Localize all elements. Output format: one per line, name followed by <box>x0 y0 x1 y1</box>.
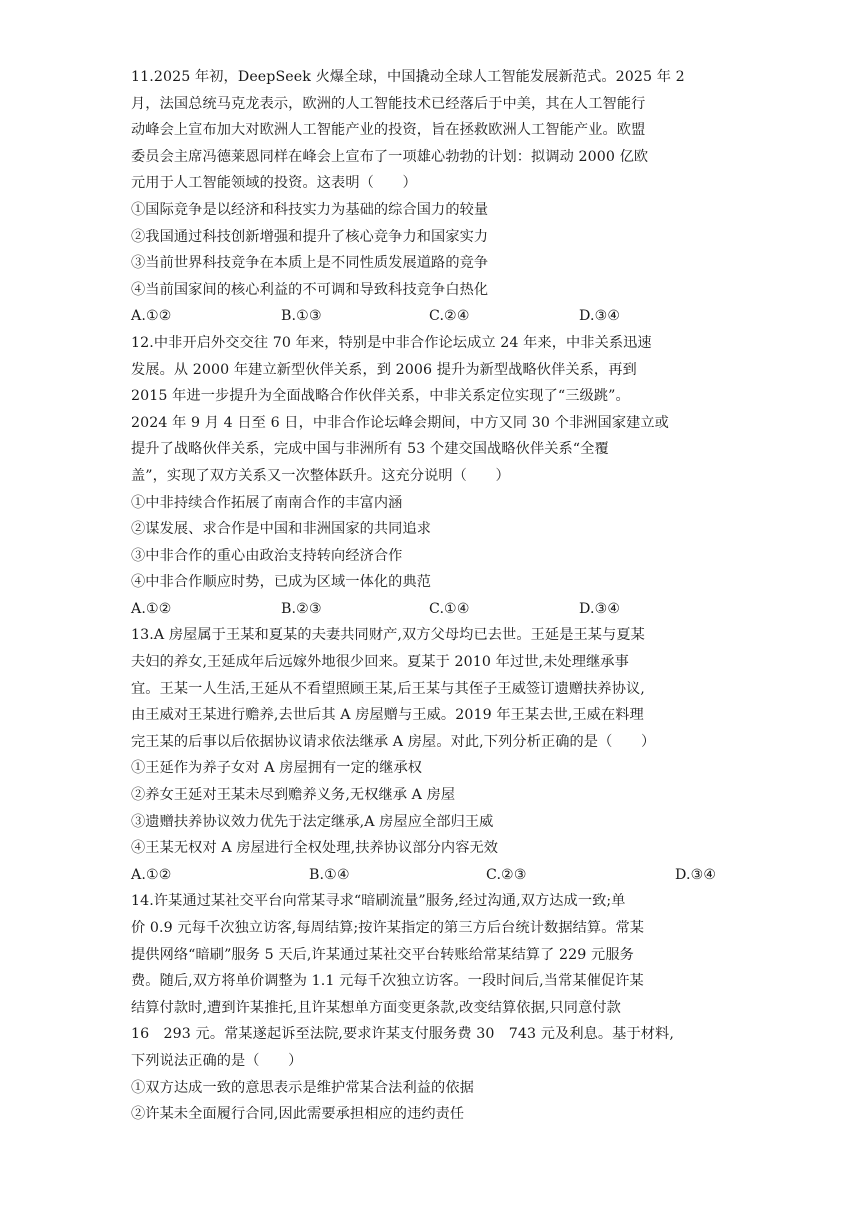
question-stem-line: 完王某的后事以后依据协议请求依法继承 A 房屋。对此,下列分析正确的是（ ） <box>131 733 656 750</box>
choice-b: B.①③ <box>281 308 322 325</box>
question-stem-line: 发展。从 2000 年建立新型伙伴关系，到 2006 提升为新型战略伙伴关系，再到 <box>131 361 637 378</box>
choice-c: C.②④ <box>429 308 470 325</box>
statement-4: ④中非合作顺应时势，已成为区域一体化的典范 <box>131 574 432 591</box>
question-stem-line: 提升了战略伙伴关系，完成中国与非洲所有 53 个建交国战略伙伴关系“全覆 <box>131 441 609 458</box>
question-stem-line: 14.许某通过某社交平台向常某寻求“暗刷流量”服务,经过沟通,双方达成一致;单 <box>131 893 626 910</box>
question-stem-line: 2024 年 9 月 4 日至 6 日，中非合作论坛峰会期间，中方又同 30 个非洲国家建立或 <box>131 414 669 431</box>
question-stem-line: 月，法国总统马克龙表示，欧洲的人工智能技术已经落后于中美，其在人工智能行 <box>131 95 646 112</box>
statement-4: ④当前国家间的核心利益的不可调和导致科技竞争白热化 <box>131 281 489 298</box>
question-stem-line: 费。随后,双方将单价调整为 1.1 元每千次独立访客。一段时间后,当常某催促许某 <box>131 973 644 990</box>
question-stem-line: 元用于人工智能领域的投资。这表明（ ） <box>131 175 417 192</box>
question-stem-line: 16 293 元。常某遂起诉至法院,要求许某支付服务费 30 743 元及利息。基于材料, <box>131 1026 674 1043</box>
question-stem-line: 结算付款时,遭到许某推托,且许某想单方面变更条款,改变结算依据,只同意付款 <box>131 999 621 1016</box>
statement-2: ②养女王延对王某未尽到赡养义务,无权继承 A 房屋 <box>131 787 456 804</box>
choice-a: A.①② <box>131 866 172 883</box>
statement-2: ②许某未全面履行合同,因此需要承担相应的违约责任 <box>131 1106 465 1123</box>
question-stem-line: 13.A 房屋属于王某和夏某的夫妻共同财产,双方父母均已去世。王延是王某与夏某 <box>131 627 645 644</box>
answer-choices <box>131 596 731 623</box>
statement-2: ②谋发展、求合作是中国和非洲国家的共同追求 <box>131 521 432 538</box>
question-stem-line: 由王威对王某进行赡养,去世后其 A 房屋赠与王威。2019 年王某去世,王威在料理 <box>131 707 644 724</box>
statement-1: ①国际竞争是以经济和科技实力为基础的综合国力的较量 <box>131 201 489 218</box>
choice-c: C.①④ <box>429 600 470 617</box>
choice-a: A.①② <box>131 308 172 325</box>
question-stem-line: 下列说法正确的是（ ） <box>131 1052 303 1069</box>
statement-2: ②我国通过科技创新增强和提升了核心竞争力和国家实力 <box>131 228 489 245</box>
question-stem-line: 动峰会上宣布加大对欧洲人工智能产业的投资，旨在拯救欧洲人工智能产业。欧盟 <box>131 122 646 139</box>
question-stem-line: 价 0.9 元每千次独立访客,每周结算;按许某指定的第三方后台统计数据结算。常某 <box>131 920 645 936</box>
statement-4: ④王某无权对 A 房屋进行全权处理,扶养协议部分内容无效 <box>131 840 499 857</box>
statement-3: ③中非合作的重心由政治支持转向经济合作 <box>131 547 403 564</box>
question-stem-line: 宜。王某一人生活,王延从不看望照顾王某,后王某与其侄子王威签订遗赠扶养协议, <box>131 680 645 697</box>
statement-1: ①中非持续合作拓展了南南合作的丰富内涵 <box>131 494 403 511</box>
choice-a: A.①② <box>131 600 172 617</box>
choice-d: D.③④ <box>675 866 717 883</box>
statement-3: ③当前世界科技竞争在本质上是不同性质发展道路的竞争 <box>131 255 489 272</box>
question-stem-line: 夫妇的养女,王延成年后远嫁外地很少回来。夏某于 2010 年过世,未处理继承事 <box>131 654 629 671</box>
choice-b: B.①④ <box>309 866 350 883</box>
choice-d: D.③④ <box>579 308 621 325</box>
choice-c: C.②③ <box>486 866 527 883</box>
answer-choices <box>131 862 731 889</box>
statement-1: ①王延作为养子女对 A 房屋拥有一定的继承权 <box>131 760 423 777</box>
question-stem-line: 盖”，实现了双方关系又一次整体跃升。这充分说明（ ） <box>131 467 510 484</box>
statement-1: ①双方达成一致的意思表示是维护常某合法利益的依据 <box>131 1079 474 1096</box>
question-12 <box>131 330 731 623</box>
exam-page <box>131 64 731 1128</box>
question-stem-line: 11.2025 年初，DeepSeek 火爆全球，中国撬动全球人工智能发展新范式。2025 年 2 <box>131 69 685 85</box>
choice-b: B.②③ <box>281 600 322 617</box>
question-stem-line: 委员会主席冯德莱恩同样在峰会上宣布了一项雄心勃勃的计划：拟调动 2000 亿欧 <box>131 148 649 165</box>
question-stem-line: 12.中非开启外交交往 70 年来，特别是中非合作论坛成立 24 年来，中非关系迅速 <box>131 334 652 351</box>
answer-choices <box>131 303 731 330</box>
question-13 <box>131 622 731 888</box>
question-14 <box>131 888 731 1127</box>
question-stem-line: 提供网络“暗刷”服务 5 天后,许某通过某社交平台转账给常某结算了 229 元服务 <box>131 946 634 963</box>
choice-d: D.③④ <box>579 600 621 617</box>
question-stem-line: 2015 年进一步提升为全面战略合作伙伴关系，中非关系定位实现了“三级跳”。 <box>131 388 630 405</box>
statement-3: ③遗赠扶养协议效力优先于法定继承,A 房屋应全部归王威 <box>131 813 494 830</box>
question-11 <box>131 64 731 330</box>
